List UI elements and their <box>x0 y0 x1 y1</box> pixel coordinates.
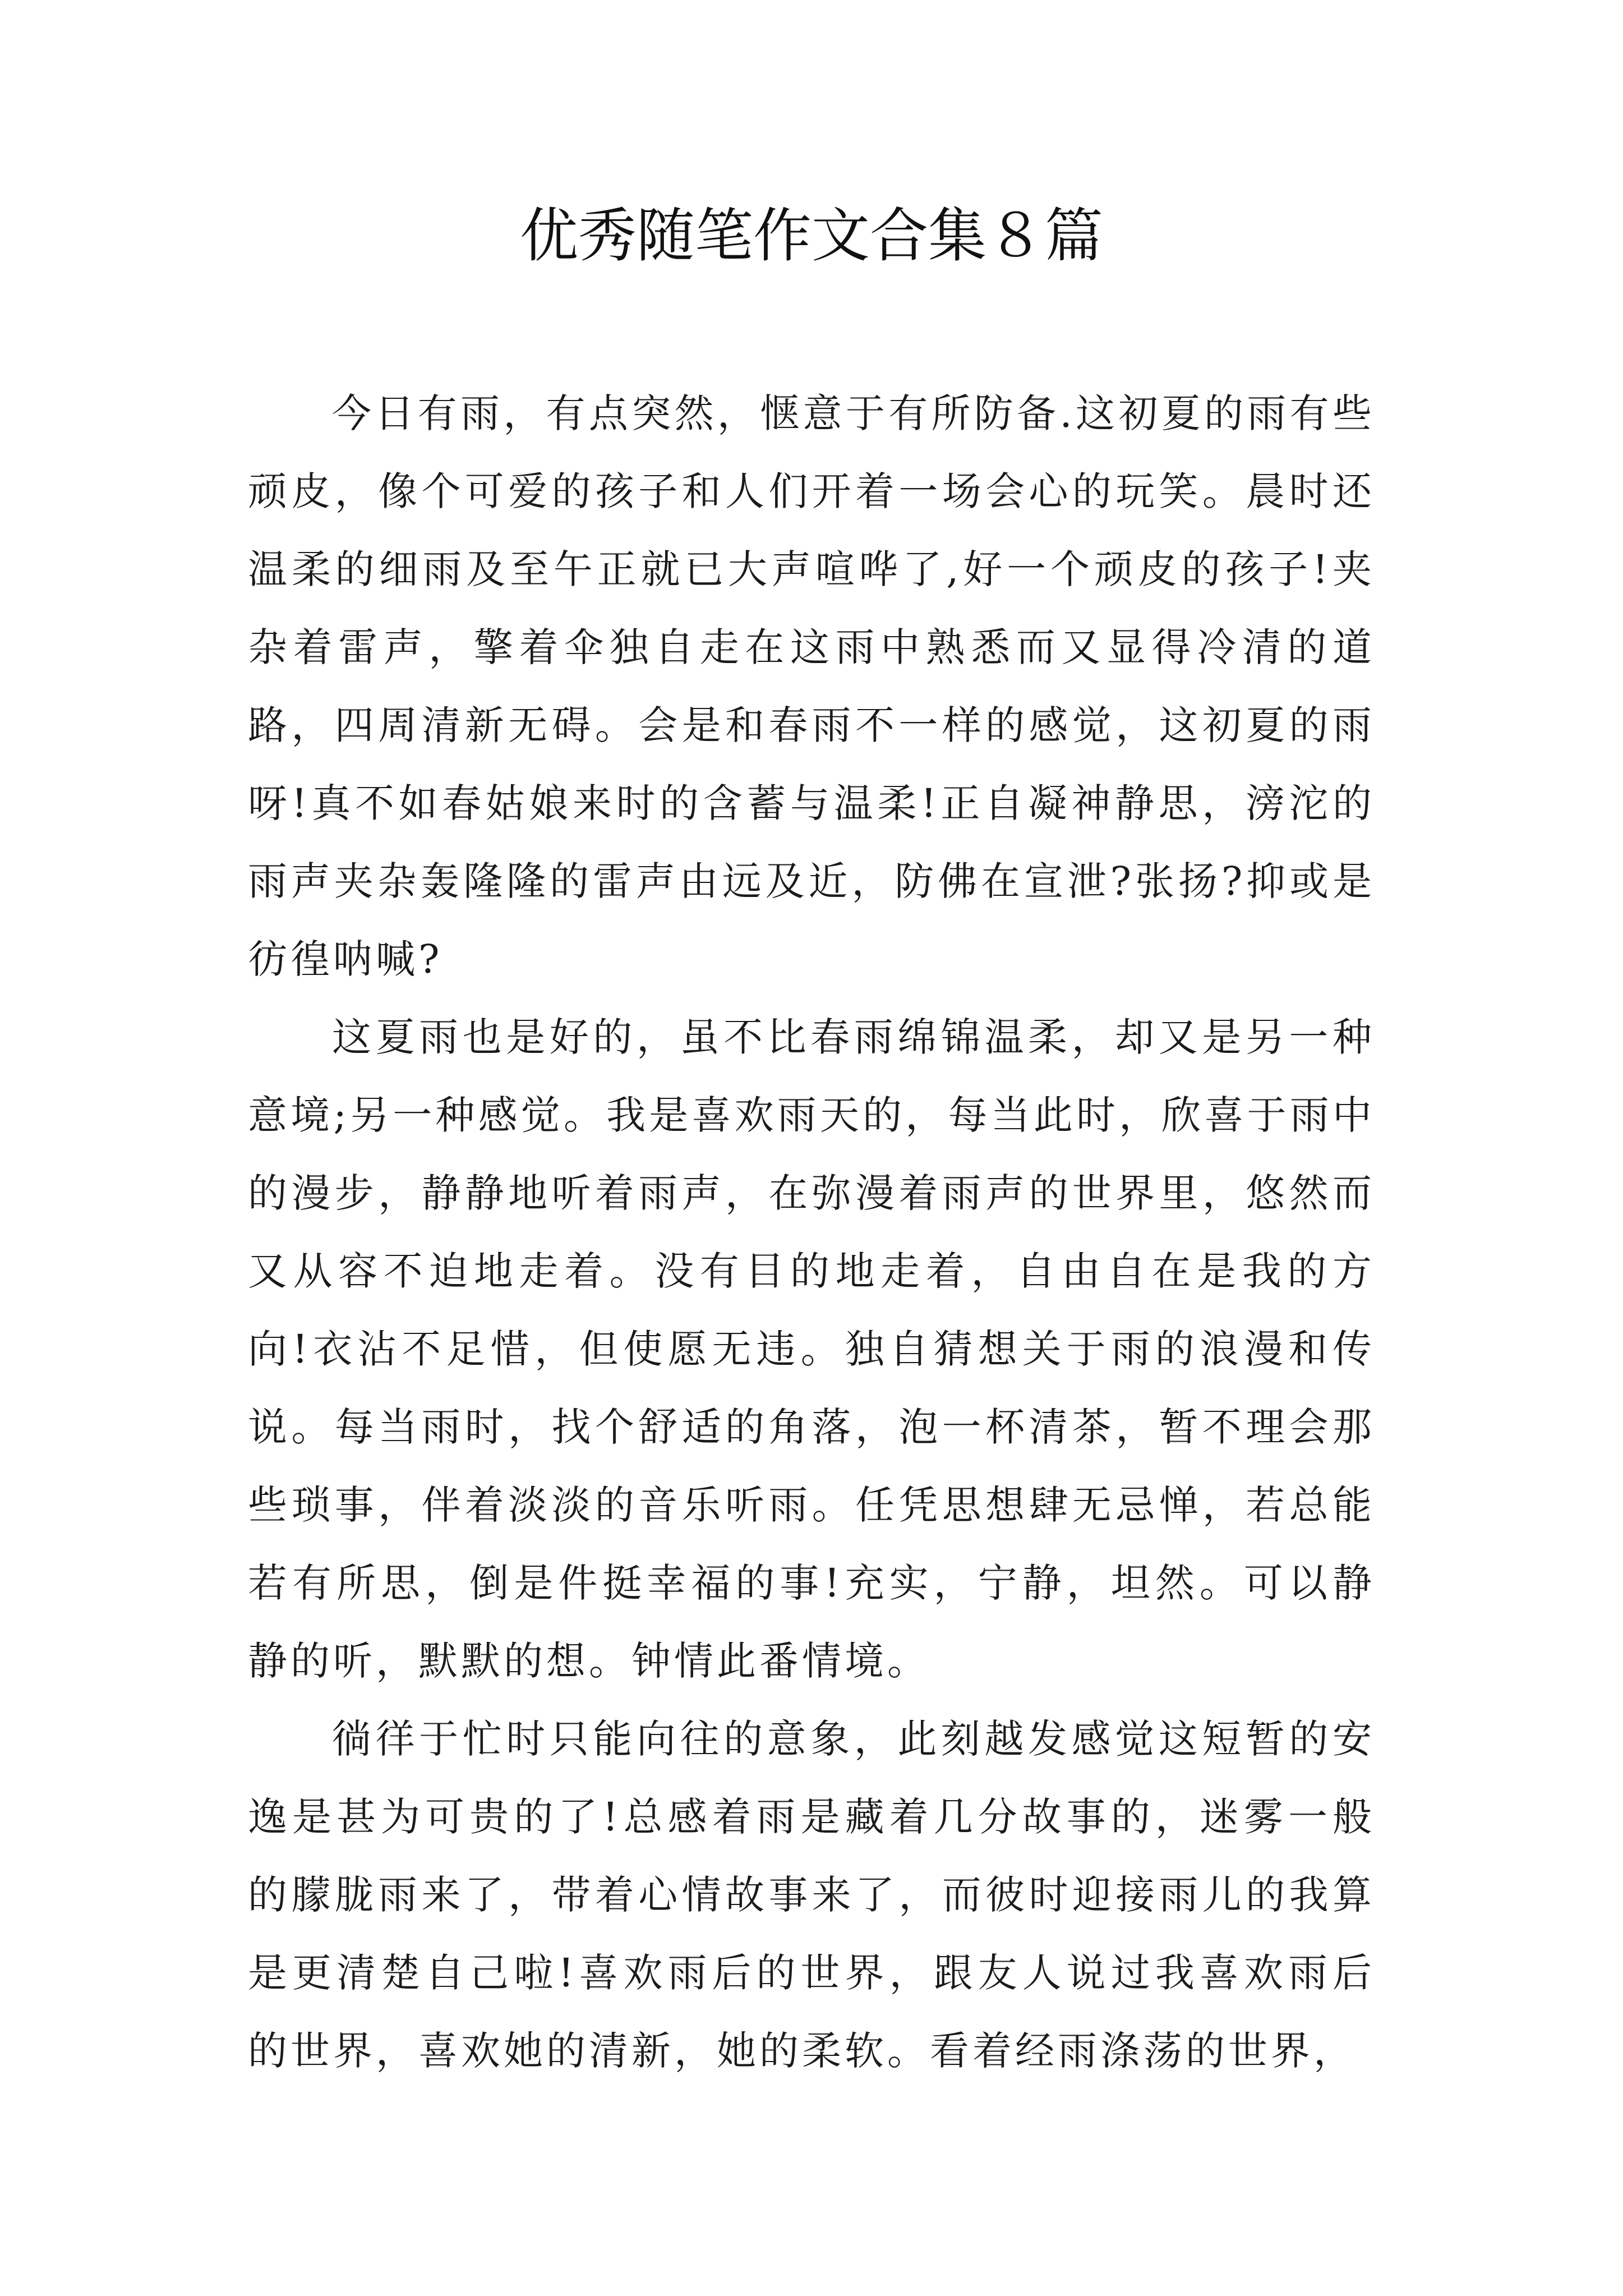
paragraph: 今日有雨，有点突然，惬意于有所防备.这初夏的雨有些顽皮，像个可爱的孩子和人们开着一场会心的玩笑。晨时还温柔的细雨及至午正就已大声喧哗了,好一个顽皮的孩子!夹杂着雷声，擎着伞独自走在这雨中熟悉而又显得冷清的道路，四周清新无碍。会是和春雨不一样的感觉，这初夏的雨呀!真不如春姑娘来时的含蓄与温柔!正自凝神静思，滂沱的雨声夹杂轰隆隆的雷声由远及近，防佛在宣泄?张扬?抑或是彷徨呐喊? <box>248 390 1375 982</box>
document-title: 优秀随笔作文合集８篇 <box>519 201 1103 270</box>
paragraph: 徜徉于忙时只能向往的意象，此刻越发感觉这短暂的安逸是甚为可贵的了!总感着雨是藏着几分故事的，迷雾一般的朦胧雨来了，带着心情故事来了，而彼时迎接雨儿的我算是更清楚自己啦!喜欢雨后的世界，跟友人说过我喜欢雨后的世界，喜欢她的清新，她的柔软。看着经雨涤荡的世界， <box>248 1716 1375 2074</box>
paragraph: 这夏雨也是好的，虽不比春雨绵锦温柔，却又是另一种意境;另一种感觉。我是喜欢雨天的，每当此时，欣喜于雨中的漫步，静静地听着雨声，在弥漫着雨声的世界里，悠然而又从容不迫地走着。没有目的地走着，自由自在是我的方向!衣沾不足惜，但使愿无违。独自猜想关于雨的浪漫和传说。每当雨时，找个舒适的角落，泡一杯清茶，暂不理会那些琐事，伴着淡淡的音乐听雨。任凭思想肆无忌惮，若总能若有所思，倒是件挺幸福的事!充实，宁静，坦然。可以静静的听，默默的想。钟情此番情境。 <box>248 1014 1375 1684</box>
document-body <box>248 375 1375 2090</box>
